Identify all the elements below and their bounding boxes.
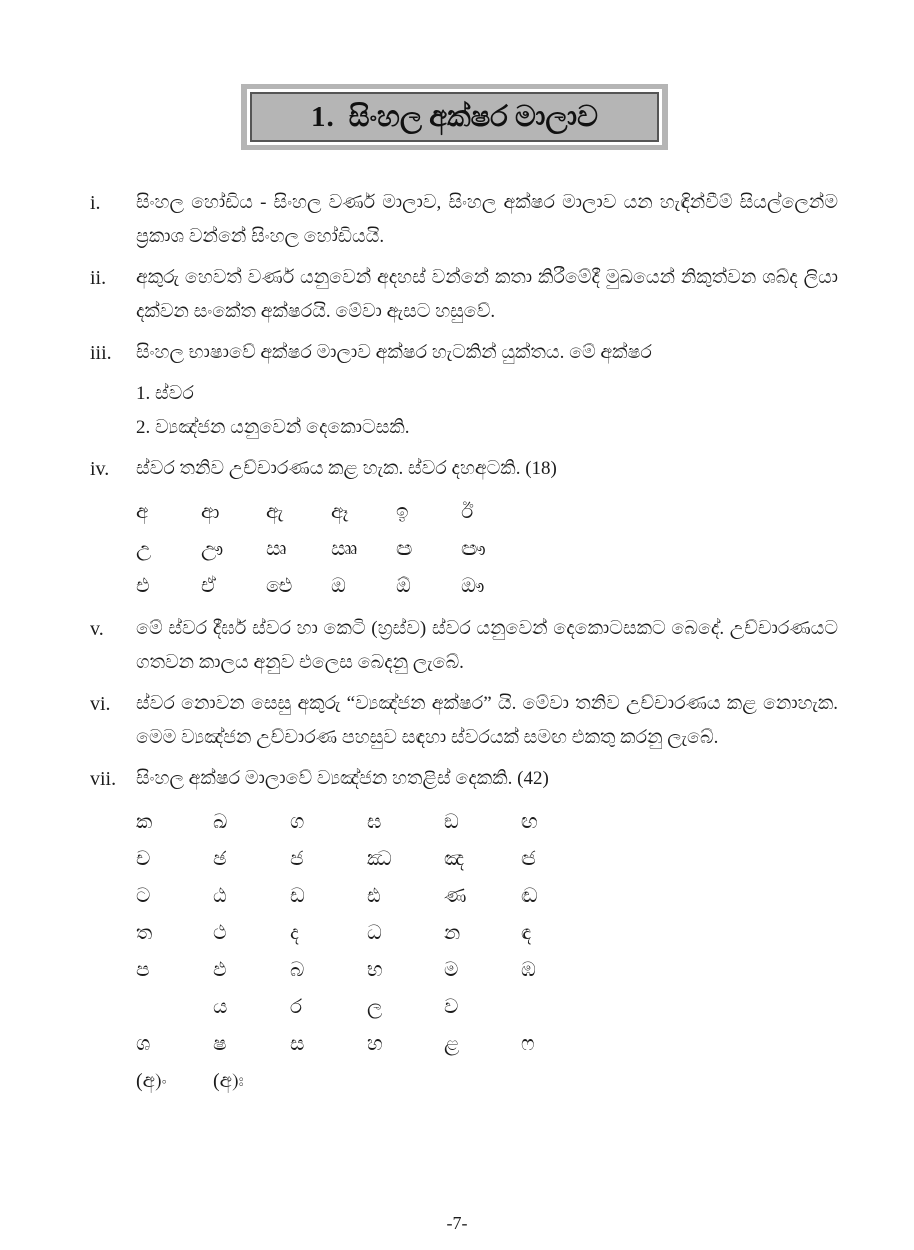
letter-cell: ඒ (201, 575, 216, 597)
letter-cell: ග (290, 811, 305, 833)
letter-cell: ථ (213, 922, 227, 944)
letter-cell: ඵ (213, 959, 227, 981)
item-body (136, 452, 838, 605)
item-text: සිංහල අක්ෂර මාලාවේ ව්‍යඤ්ජන හතළිස් දෙකකි. (42) (136, 768, 549, 789)
letter-cell: ඔ (331, 575, 346, 597)
item-text: සිංහල හෝඩිය - සිංහල වර්ණ මාලාව, සිංහල අක්ෂර මාලාව යන හැඳින්වීම් සියල්ලෙන්ම ප්‍රකාශ වන්නේ සිංහල හෝඩියයි. (136, 192, 838, 247)
letter-cell: ජ (290, 848, 304, 870)
item-marker: iii. (90, 342, 112, 364)
letter-cell: (අ)ං (136, 1070, 167, 1092)
letter-cell: ශ (136, 1033, 151, 1055)
list-item-ii (90, 261, 838, 329)
sublist-item-wyanjana: 2. ව්‍යඤ්ජන යනුවෙන් දෙකොටසකි. (136, 417, 410, 438)
letter-cell: ඏ (396, 538, 413, 560)
item-marker: i. (90, 192, 101, 214)
letter-cell: ඣ (367, 848, 392, 870)
vowel-letter-grid (136, 494, 838, 605)
consonant-letter-grid (136, 804, 838, 1100)
letter-cell: ඖ (461, 575, 485, 597)
letter-row (136, 989, 838, 1026)
item-body (136, 687, 838, 755)
letter-row (136, 494, 838, 531)
list-item-vii (90, 762, 838, 1100)
item-body (136, 186, 838, 254)
item-marker: vii. (90, 768, 117, 790)
letter-cell: ඉ (396, 501, 409, 523)
page-body (90, 186, 838, 1100)
letter-cell: ය (213, 996, 228, 1018)
letter-cell: ර (290, 996, 303, 1018)
letter-cell: ව (444, 996, 459, 1018)
letter-cell: ඦ (521, 848, 536, 870)
letter-row (136, 804, 838, 841)
letter-cell: ඎ (331, 538, 358, 560)
letter-cell: ක (136, 811, 153, 833)
list-item-i (90, 186, 838, 254)
letter-cell: ඞ (444, 811, 459, 833)
letter-cell: ඕ (396, 575, 411, 597)
letter-cell: ස (290, 1033, 305, 1055)
letter-row (136, 531, 838, 568)
item-marker: ii. (90, 267, 107, 289)
letter-cell: ප (136, 959, 150, 981)
letter-cell: ආ (201, 501, 220, 523)
letter-cell: ම (444, 959, 459, 981)
chapter-title (250, 92, 659, 142)
letter-cell: ඤ (444, 848, 465, 870)
list-item-iv (90, 452, 838, 605)
letter-row (136, 952, 838, 989)
letter-row (136, 915, 838, 952)
item-text: මේ ස්වර දීර්ඝ ස්වර හා කෙටි (හ්‍රස්ව) ස්වර යනුවෙන් දෙකොටසකට බෙදේ. උච්චාරණයට ගතවන කාලය අනුව එලෙස බෙදනු ලැබේ. (136, 618, 838, 673)
letter-cell: ද (290, 922, 299, 944)
letter-cell: ළ (444, 1033, 460, 1055)
letter-row (136, 878, 838, 915)
item-marker: vi. (90, 693, 111, 715)
letter-cell: ල (367, 996, 383, 1018)
sublist-item-swara: 1. ස්වර (136, 383, 194, 404)
letter-cell: ෆ (521, 1033, 535, 1055)
item-body (136, 336, 838, 445)
letter-cell: ඳ (521, 922, 532, 944)
letter-row (136, 841, 838, 878)
chapter-title-box (241, 84, 668, 150)
letter-cell: ෂ (213, 1033, 227, 1055)
letter-cell: හ (367, 1033, 383, 1055)
list-item-vi (90, 687, 838, 755)
item-text: අකුරු හෙවත් වර්ණ යනුවෙන් අදහස් වන්නේ කතා කිරීමේදී මුඛයෙන් නිකුත්වන ශබ්ද ලියා දක්වන සංකේත අක්ෂරයි. මේවා ඇසට හසුවේ. (136, 267, 838, 322)
letter-row (136, 1063, 838, 1100)
letter-cell: න (444, 922, 461, 944)
letter-cell: ඛ (213, 811, 228, 833)
page-number: -7- (446, 1213, 468, 1233)
chapter-title-text: සිංහල අක්ෂර මාලාව (348, 101, 598, 133)
letter-cell: ඬ (521, 885, 538, 907)
letter-cell: ත (136, 922, 153, 944)
letter-cell: ධ (367, 922, 382, 944)
letter-cell: අ (136, 501, 149, 523)
chapter-number: 1. (311, 101, 335, 133)
letter-cell: ඩ (290, 885, 305, 907)
letter-cell: ඡ (213, 848, 227, 870)
item-marker: v. (90, 618, 104, 640)
letter-cell: ඐ (461, 538, 486, 560)
letter-cell: ඇ (266, 501, 284, 523)
item-body (136, 612, 838, 680)
item-body (136, 762, 838, 1100)
letter-row (136, 1026, 838, 1063)
letter-cell: ඈ (331, 501, 349, 523)
letter-cell: එ (136, 575, 150, 597)
letter-cell: ඍ (266, 538, 287, 560)
letter-cell: ඌ (201, 538, 224, 560)
letter-cell: ඪ (367, 885, 381, 907)
item-text: ස්වර තනිව උච්චාරණය කළ හැක. ස්වර දහඅටකි. (18) (136, 458, 557, 479)
letter-cell: (අ)ඃ (213, 1070, 244, 1092)
list-item-v (90, 612, 838, 680)
list-item-iii (90, 336, 838, 445)
item-text: ස්වර නොවන සෙසු අකුරු “ව්‍යඤ්ජන අක්ෂර” යි. මේවා තනිව උච්චාරණය කළ නොහැක. මෙම ව්‍යඤ්ජන උච්චාරණ පහසුව සඳහා ස්වරයක් සමඟ එකතු කරනු ලැබේ. (136, 693, 838, 748)
letter-row (136, 568, 838, 605)
item-text: සිංහල භාෂාවේ අක්ෂර මාලාව අක්ෂර හැටකින් යුක්තය. මේ අක්ෂර (136, 342, 652, 363)
letter-cell: බ (290, 959, 305, 981)
letter-type-sublist (136, 377, 838, 445)
letter-cell: ඹ (521, 959, 536, 981)
letter-cell: ච (136, 848, 151, 870)
letter-cell: ණ (444, 885, 467, 907)
letter-cell: ඟ (521, 811, 538, 833)
letter-cell: භ (367, 959, 383, 981)
item-marker: iv. (90, 458, 110, 480)
letter-cell: ඨ (213, 885, 227, 907)
letter-cell: උ (136, 538, 152, 560)
letter-cell: ට (136, 885, 151, 907)
letter-cell: ඝ (367, 811, 382, 833)
letter-cell: ඊ (461, 501, 474, 523)
letter-cell: ඓ (266, 575, 293, 597)
item-body (136, 261, 838, 329)
